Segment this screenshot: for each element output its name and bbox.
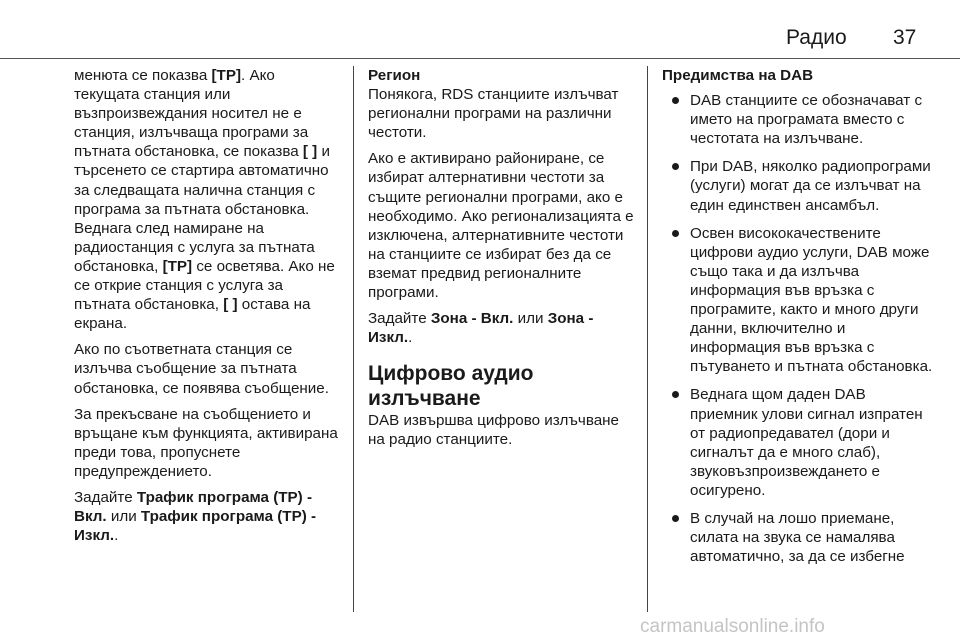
bullet-icon [672,515,679,522]
column-divider-1 [353,66,354,612]
column-left [74,66,342,552]
interrupt-message-paragraph: За прекъсване на съобщението и връщане към функцията, активирана преди това, пропуснете предупреждението. [74,405,338,480]
dab-section-heading: Цифрово аудио излъчване [368,362,534,411]
region-on-option: Зона - Вкл. [430,310,514,328]
tp-indicator-off: [ ] [302,143,318,161]
list-item: В случай на лошо приемане, силата на звука се намалява автоматично, за да се избегне [662,509,934,566]
region-off-option: Зона - Изкл. [368,310,594,347]
column-right [662,66,934,575]
tp-status-paragraph: менюта се показва [TP]. Ако текущата станция или възпроизвеждания носител не е станция, излъчваща програми за пътната обстановка, се показва [ ] и търсенето се стартира автоматично за следващата налична станция с програма за пътната обстановка. Веднага след намиране на радиостанция с услуга за пътната обстановка, [TP] се осветява. Ако не се открие станция с услуга за пътната обстановка, [ ] остава на екрана. [74,67,335,333]
column-middle [368,66,634,457]
region-heading: Регион [368,67,421,84]
list-item: Веднага щом даден DAB приемник улови сигнал изпратен от радиопредавател (дори и сигналът да е много слаб), звуковъзпроизвеждането е осигурено. [662,385,934,500]
region-paragraph-2: Ако е активирано райониране, се избират алтернативни честоти за същите регионални програми, ако е необходимо. Ако регионализацията е изключена, алтернативните честоти на станциите се избират без да се вземат предвид регионалните програми. [368,150,634,302]
bullet-icon [672,163,679,170]
dab-intro-paragraph: DAB извършва цифрово излъчване на радио станциите. [368,412,620,449]
dab-advantages-list [662,91,934,566]
watermark: carmanualsonline.info [640,616,825,637]
region-setting-paragraph: Задайте Зона - Вкл. или Зона - Изкл.. [368,310,594,347]
bullet-icon [672,391,679,398]
header-divider [0,58,960,59]
column-divider-2 [647,66,648,612]
tp-indicator-off: [ ] [223,296,238,314]
tp-indicator: [TP] [162,257,193,275]
tp-on-option: Трафик програма (TP) - Вкл. [74,488,313,526]
list-item: Освен висококачествените цифрови аудио услуги, DAB може също така и да излъчва информация във връзка с програмите, както и много други данни, включително и информация във връзка с пътуването и пътната обстановка. [662,224,934,377]
tp-indicator: [TP] [211,67,242,84]
page-number: 37 [893,26,917,49]
tp-off-option: Трафик програма (TP) - Изкл. [74,508,317,545]
dab-advantages-heading: Предимства на DAB [662,67,814,84]
page-header [0,0,960,58]
list-item: При DAB, няколко радиопрограми (услуги) могат да се излъчват на един единствен ансамбъл. [662,157,934,214]
bullet-icon [672,97,679,104]
page-title: Радио [786,26,847,49]
traffic-message-paragraph: Ако по съответната станция се излъчва съобщение за пътната обстановка, се появява съобщение. [74,341,329,397]
tp-setting-paragraph: Задайте Трафик програма (TP) - Вкл. или Трафик програма (TP) - Изкл.. [74,488,317,545]
list-item: DAB станциите се обозначават с името на програмата вместо с честотата на излъчване. [662,91,934,148]
bullet-icon [672,230,679,237]
region-paragraph-1: Понякога, RDS станциите излъчват регионални програми на различни честоти. [368,86,619,142]
